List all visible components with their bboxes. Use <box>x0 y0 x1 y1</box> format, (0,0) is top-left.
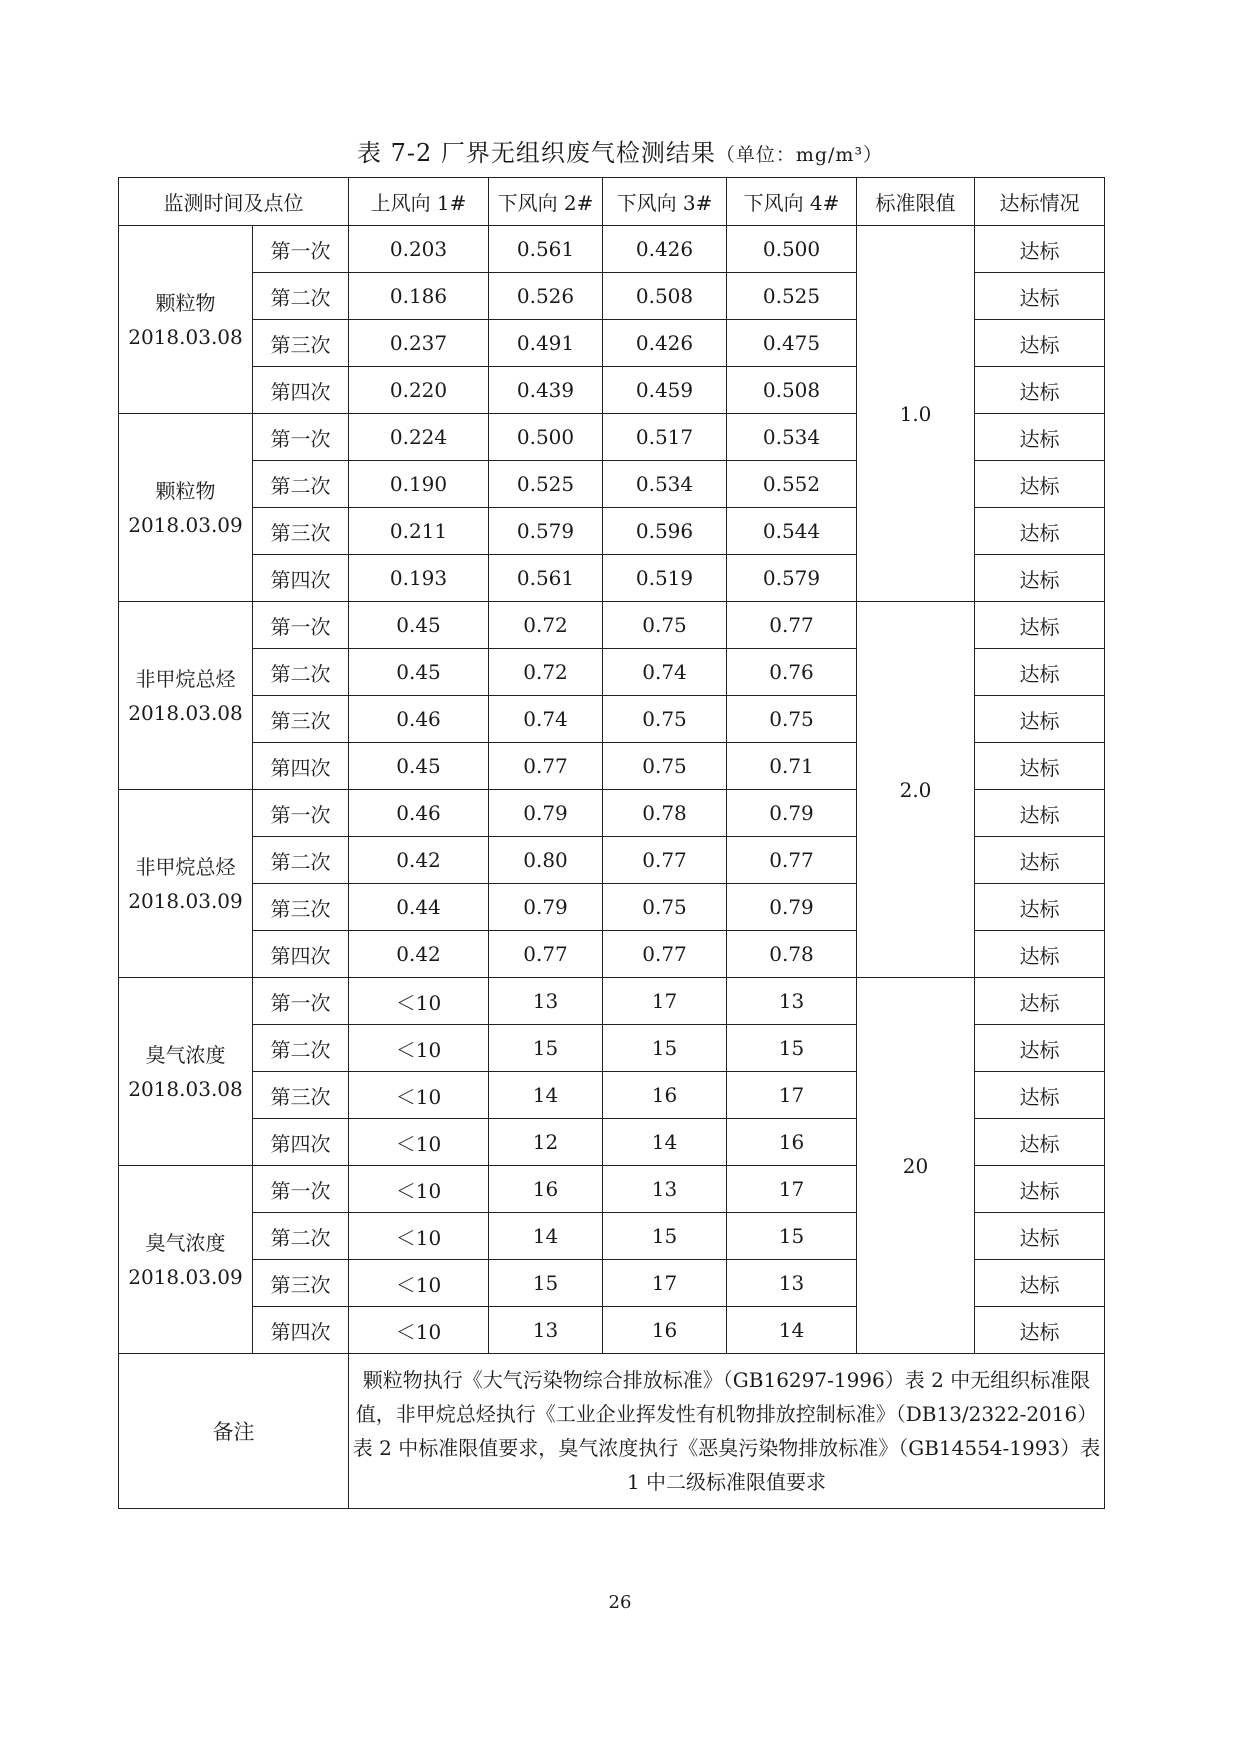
compliance-status-cell: 达标 <box>975 743 1105 790</box>
sample-date: 2018.03.09 <box>128 888 243 913</box>
measurement-cell: 0.80 <box>489 837 603 884</box>
measurement-cell: 0.79 <box>489 790 603 837</box>
measurement-cell: 0.77 <box>603 931 727 978</box>
pollutant-name: 非甲烷总烃 <box>135 666 236 691</box>
sample-date: 2018.03.09 <box>128 1264 243 1289</box>
compliance-status-cell: 达标 <box>975 790 1105 837</box>
pollutant-name: 非甲烷总烃 <box>135 854 236 879</box>
pollutant-group-cell <box>119 790 253 978</box>
measurement-cell: 13 <box>727 978 857 1025</box>
measurement-cell: 15 <box>489 1025 603 1072</box>
compliance-status-cell: 达标 <box>975 931 1105 978</box>
measurement-cell: 15 <box>489 1260 603 1307</box>
compliance-status-cell: 达标 <box>975 226 1105 273</box>
measurement-cell: 0.491 <box>489 320 603 367</box>
measurement-cell: 15 <box>603 1025 727 1072</box>
measurement-cell: 0.77 <box>727 602 857 649</box>
measurement-cell: 0.220 <box>349 367 489 414</box>
compliance-status-cell: 达标 <box>975 602 1105 649</box>
table-row <box>119 226 1105 273</box>
pollutant-group-cell <box>119 1166 253 1354</box>
sampling-round-cell: 第四次 <box>253 1307 349 1354</box>
table-body <box>119 226 1105 1354</box>
standard-limit-cell: 20 <box>857 978 975 1354</box>
measurement-cell: 0.46 <box>349 790 489 837</box>
table-title-unit: （单位：mg/m³） <box>715 144 884 166</box>
compliance-status-cell: 达标 <box>975 884 1105 931</box>
sampling-round-cell: 第一次 <box>253 1166 349 1213</box>
measurement-cell: 13 <box>727 1260 857 1307</box>
measurement-cell: 0.75 <box>603 884 727 931</box>
measurement-cell: 0.534 <box>727 414 857 461</box>
header-cell: 下风向 2# <box>489 178 603 226</box>
measurement-cell: 0.525 <box>727 273 857 320</box>
compliance-status-cell: 达标 <box>975 555 1105 602</box>
measurement-cell: 0.186 <box>349 273 489 320</box>
measurement-cell: ＜10 <box>349 1213 489 1260</box>
measurement-cell: 0.544 <box>727 508 857 555</box>
sampling-round-cell: 第一次 <box>253 414 349 461</box>
pollutant-group-cell <box>119 414 253 602</box>
sampling-round-cell: 第四次 <box>253 555 349 602</box>
measurement-cell: 16 <box>489 1166 603 1213</box>
measurement-cell: ＜10 <box>349 1307 489 1354</box>
sampling-round-cell: 第四次 <box>253 743 349 790</box>
measurement-cell: 0.79 <box>727 790 857 837</box>
sampling-round-cell: 第三次 <box>253 1072 349 1119</box>
sampling-round-cell: 第一次 <box>253 602 349 649</box>
measurement-cell: 0.79 <box>727 884 857 931</box>
compliance-status-cell: 达标 <box>975 837 1105 884</box>
measurement-cell: 0.77 <box>727 837 857 884</box>
measurement-cell: 0.76 <box>727 649 857 696</box>
measurement-cell: ＜10 <box>349 1260 489 1307</box>
standard-limit-cell: 2.0 <box>857 602 975 978</box>
sampling-round-cell: 第二次 <box>253 649 349 696</box>
compliance-status-cell: 达标 <box>975 320 1105 367</box>
measurement-cell: 0.552 <box>727 461 857 508</box>
measurement-cell: 15 <box>603 1213 727 1260</box>
compliance-status-cell: 达标 <box>975 367 1105 414</box>
measurement-cell: 0.561 <box>489 226 603 273</box>
measurement-cell: 0.75 <box>603 743 727 790</box>
sampling-round-cell: 第三次 <box>253 320 349 367</box>
measurement-cell: 0.475 <box>727 320 857 367</box>
sampling-round-cell: 第四次 <box>253 367 349 414</box>
compliance-status-cell: 达标 <box>975 1166 1105 1213</box>
sampling-round-cell: 第一次 <box>253 790 349 837</box>
measurement-cell: 0.77 <box>489 743 603 790</box>
measurement-cell: 0.237 <box>349 320 489 367</box>
compliance-status-cell: 达标 <box>975 1119 1105 1166</box>
measurement-cell: 15 <box>727 1025 857 1072</box>
page-number: 26 <box>608 1592 632 1613</box>
measurement-cell: 12 <box>489 1119 603 1166</box>
measurement-cell: 17 <box>603 978 727 1025</box>
measurement-cell: 0.45 <box>349 602 489 649</box>
sample-date: 2018.03.09 <box>128 512 243 537</box>
pollutant-group-cell <box>119 978 253 1166</box>
measurement-cell: 0.46 <box>349 696 489 743</box>
note-label: 备注 <box>119 1354 349 1509</box>
measurement-cell: 0.561 <box>489 555 603 602</box>
pollutant-name: 颗粒物 <box>155 478 216 503</box>
compliance-status-cell: 达标 <box>975 978 1105 1025</box>
compliance-status-cell: 达标 <box>975 414 1105 461</box>
measurement-cell: 13 <box>489 1307 603 1354</box>
sampling-round-cell: 第一次 <box>253 978 349 1025</box>
pollutant-name: 臭气浓度 <box>145 1230 226 1255</box>
measurement-cell: 0.77 <box>489 931 603 978</box>
header-cell: 监测时间及点位 <box>119 178 349 226</box>
measurement-cell: 0.72 <box>489 602 603 649</box>
note-text: 颗粒物执行《大气污染物综合排放标准》（GB16297-1996）表 2 中无组织标准限值，非甲烷总烃执行《工业企业挥发性有机物排放控制标准》（DB13/2322-2016）表 2 中标准限值要求，臭气浓度执行《恶臭污染物排放标准》（GB14554-1993）表 1 中二级标准限值要求 <box>349 1354 1105 1509</box>
compliance-status-cell: 达标 <box>975 508 1105 555</box>
measurement-cell: 0.72 <box>489 649 603 696</box>
pollutant-group-cell <box>119 226 253 414</box>
measurement-cell: 0.79 <box>489 884 603 931</box>
sampling-round-cell: 第三次 <box>253 696 349 743</box>
measurement-cell: 0.517 <box>603 414 727 461</box>
measurement-cell: 16 <box>603 1307 727 1354</box>
header-cell: 下风向 3# <box>603 178 727 226</box>
compliance-status-cell: 达标 <box>975 461 1105 508</box>
measurement-cell: 0.525 <box>489 461 603 508</box>
sampling-round-cell: 第三次 <box>253 884 349 931</box>
sample-date: 2018.03.08 <box>128 700 243 725</box>
measurement-cell: 0.75 <box>727 696 857 743</box>
measurement-cell: 0.203 <box>349 226 489 273</box>
sampling-round-cell: 第二次 <box>253 273 349 320</box>
sample-date: 2018.03.08 <box>128 1076 243 1101</box>
measurement-cell: 0.519 <box>603 555 727 602</box>
table-row <box>119 602 1105 649</box>
measurement-cell: 0.190 <box>349 461 489 508</box>
sampling-round-cell: 第二次 <box>253 1025 349 1072</box>
measurement-cell: 0.78 <box>727 931 857 978</box>
measurement-cell: 14 <box>727 1307 857 1354</box>
measurement-cell: 16 <box>603 1072 727 1119</box>
measurement-cell: 14 <box>489 1072 603 1119</box>
measurement-cell: 13 <box>603 1166 727 1213</box>
compliance-status-cell: 达标 <box>975 1213 1105 1260</box>
measurement-cell: 0.42 <box>349 837 489 884</box>
measurement-cell: 0.579 <box>489 508 603 555</box>
measurement-cell: 0.42 <box>349 931 489 978</box>
measurement-cell: 0.508 <box>603 273 727 320</box>
measurement-cell: 0.74 <box>489 696 603 743</box>
sampling-round-cell: 第一次 <box>253 226 349 273</box>
sampling-round-cell: 第二次 <box>253 461 349 508</box>
header-row <box>119 178 1105 226</box>
pollutant-name: 臭气浓度 <box>145 1042 226 1067</box>
sampling-round-cell: 第三次 <box>253 1260 349 1307</box>
measurement-cell: 0.426 <box>603 226 727 273</box>
measurement-cell: 0.459 <box>603 367 727 414</box>
measurement-cell: 0.426 <box>603 320 727 367</box>
table-row <box>119 978 1105 1025</box>
standard-limit-cell: 1.0 <box>857 226 975 602</box>
compliance-status-cell: 达标 <box>975 1260 1105 1307</box>
sampling-round-cell: 第四次 <box>253 1119 349 1166</box>
compliance-status-cell: 达标 <box>975 273 1105 320</box>
measurement-cell: 0.439 <box>489 367 603 414</box>
table-title-main: 表 7-2 厂界无组织废气检测结果 <box>356 139 716 167</box>
compliance-status-cell: 达标 <box>975 1072 1105 1119</box>
measurement-cell: 0.500 <box>727 226 857 273</box>
header-cell: 标准限值 <box>857 178 975 226</box>
compliance-status-cell: 达标 <box>975 1025 1105 1072</box>
measurement-cell: 0.596 <box>603 508 727 555</box>
sampling-round-cell: 第二次 <box>253 1213 349 1260</box>
measurement-cell: 17 <box>727 1072 857 1119</box>
note-row <box>119 1354 1105 1509</box>
measurement-cell: 17 <box>603 1260 727 1307</box>
measurement-cell: 17 <box>727 1166 857 1213</box>
measurement-cell: 0.45 <box>349 649 489 696</box>
sampling-round-cell: 第二次 <box>253 837 349 884</box>
measurement-cell: 0.534 <box>603 461 727 508</box>
measurement-cell: 0.75 <box>603 696 727 743</box>
measurement-cell: 0.74 <box>603 649 727 696</box>
measurement-cell: 0.500 <box>489 414 603 461</box>
measurement-cell: 0.508 <box>727 367 857 414</box>
header-cell: 下风向 4# <box>727 178 857 226</box>
measurement-cell: 0.78 <box>603 790 727 837</box>
pollutant-group-cell <box>119 602 253 790</box>
measurement-cell: 13 <box>489 978 603 1025</box>
measurement-cell: 0.75 <box>603 602 727 649</box>
measurement-cell: 0.526 <box>489 273 603 320</box>
measurement-cell: 14 <box>489 1213 603 1260</box>
measurement-cell: 0.45 <box>349 743 489 790</box>
measurement-cell: 16 <box>727 1119 857 1166</box>
sampling-round-cell: 第三次 <box>253 508 349 555</box>
measurement-cell: 0.77 <box>603 837 727 884</box>
measurement-cell: 0.71 <box>727 743 857 790</box>
table-title <box>0 133 1240 168</box>
measurement-cell: ＜10 <box>349 978 489 1025</box>
measurement-cell: 0.211 <box>349 508 489 555</box>
compliance-status-cell: 达标 <box>975 649 1105 696</box>
sampling-round-cell: 第四次 <box>253 931 349 978</box>
measurement-cell: ＜10 <box>349 1025 489 1072</box>
measurement-cell: 15 <box>727 1213 857 1260</box>
measurement-cell: 0.193 <box>349 555 489 602</box>
header-cell: 达标情况 <box>975 178 1105 226</box>
header-cell: 上风向 1# <box>349 178 489 226</box>
measurement-cell: 0.224 <box>349 414 489 461</box>
measurement-cell: ＜10 <box>349 1072 489 1119</box>
measurement-cell: 0.579 <box>727 555 857 602</box>
measurement-cell: 14 <box>603 1119 727 1166</box>
measurement-cell: 0.44 <box>349 884 489 931</box>
compliance-status-cell: 达标 <box>975 696 1105 743</box>
measurement-cell: ＜10 <box>349 1166 489 1213</box>
sample-date: 2018.03.08 <box>128 324 243 349</box>
pollutant-name: 颗粒物 <box>155 290 216 315</box>
results-table <box>118 177 1105 1509</box>
compliance-status-cell: 达标 <box>975 1307 1105 1354</box>
measurement-cell: ＜10 <box>349 1119 489 1166</box>
